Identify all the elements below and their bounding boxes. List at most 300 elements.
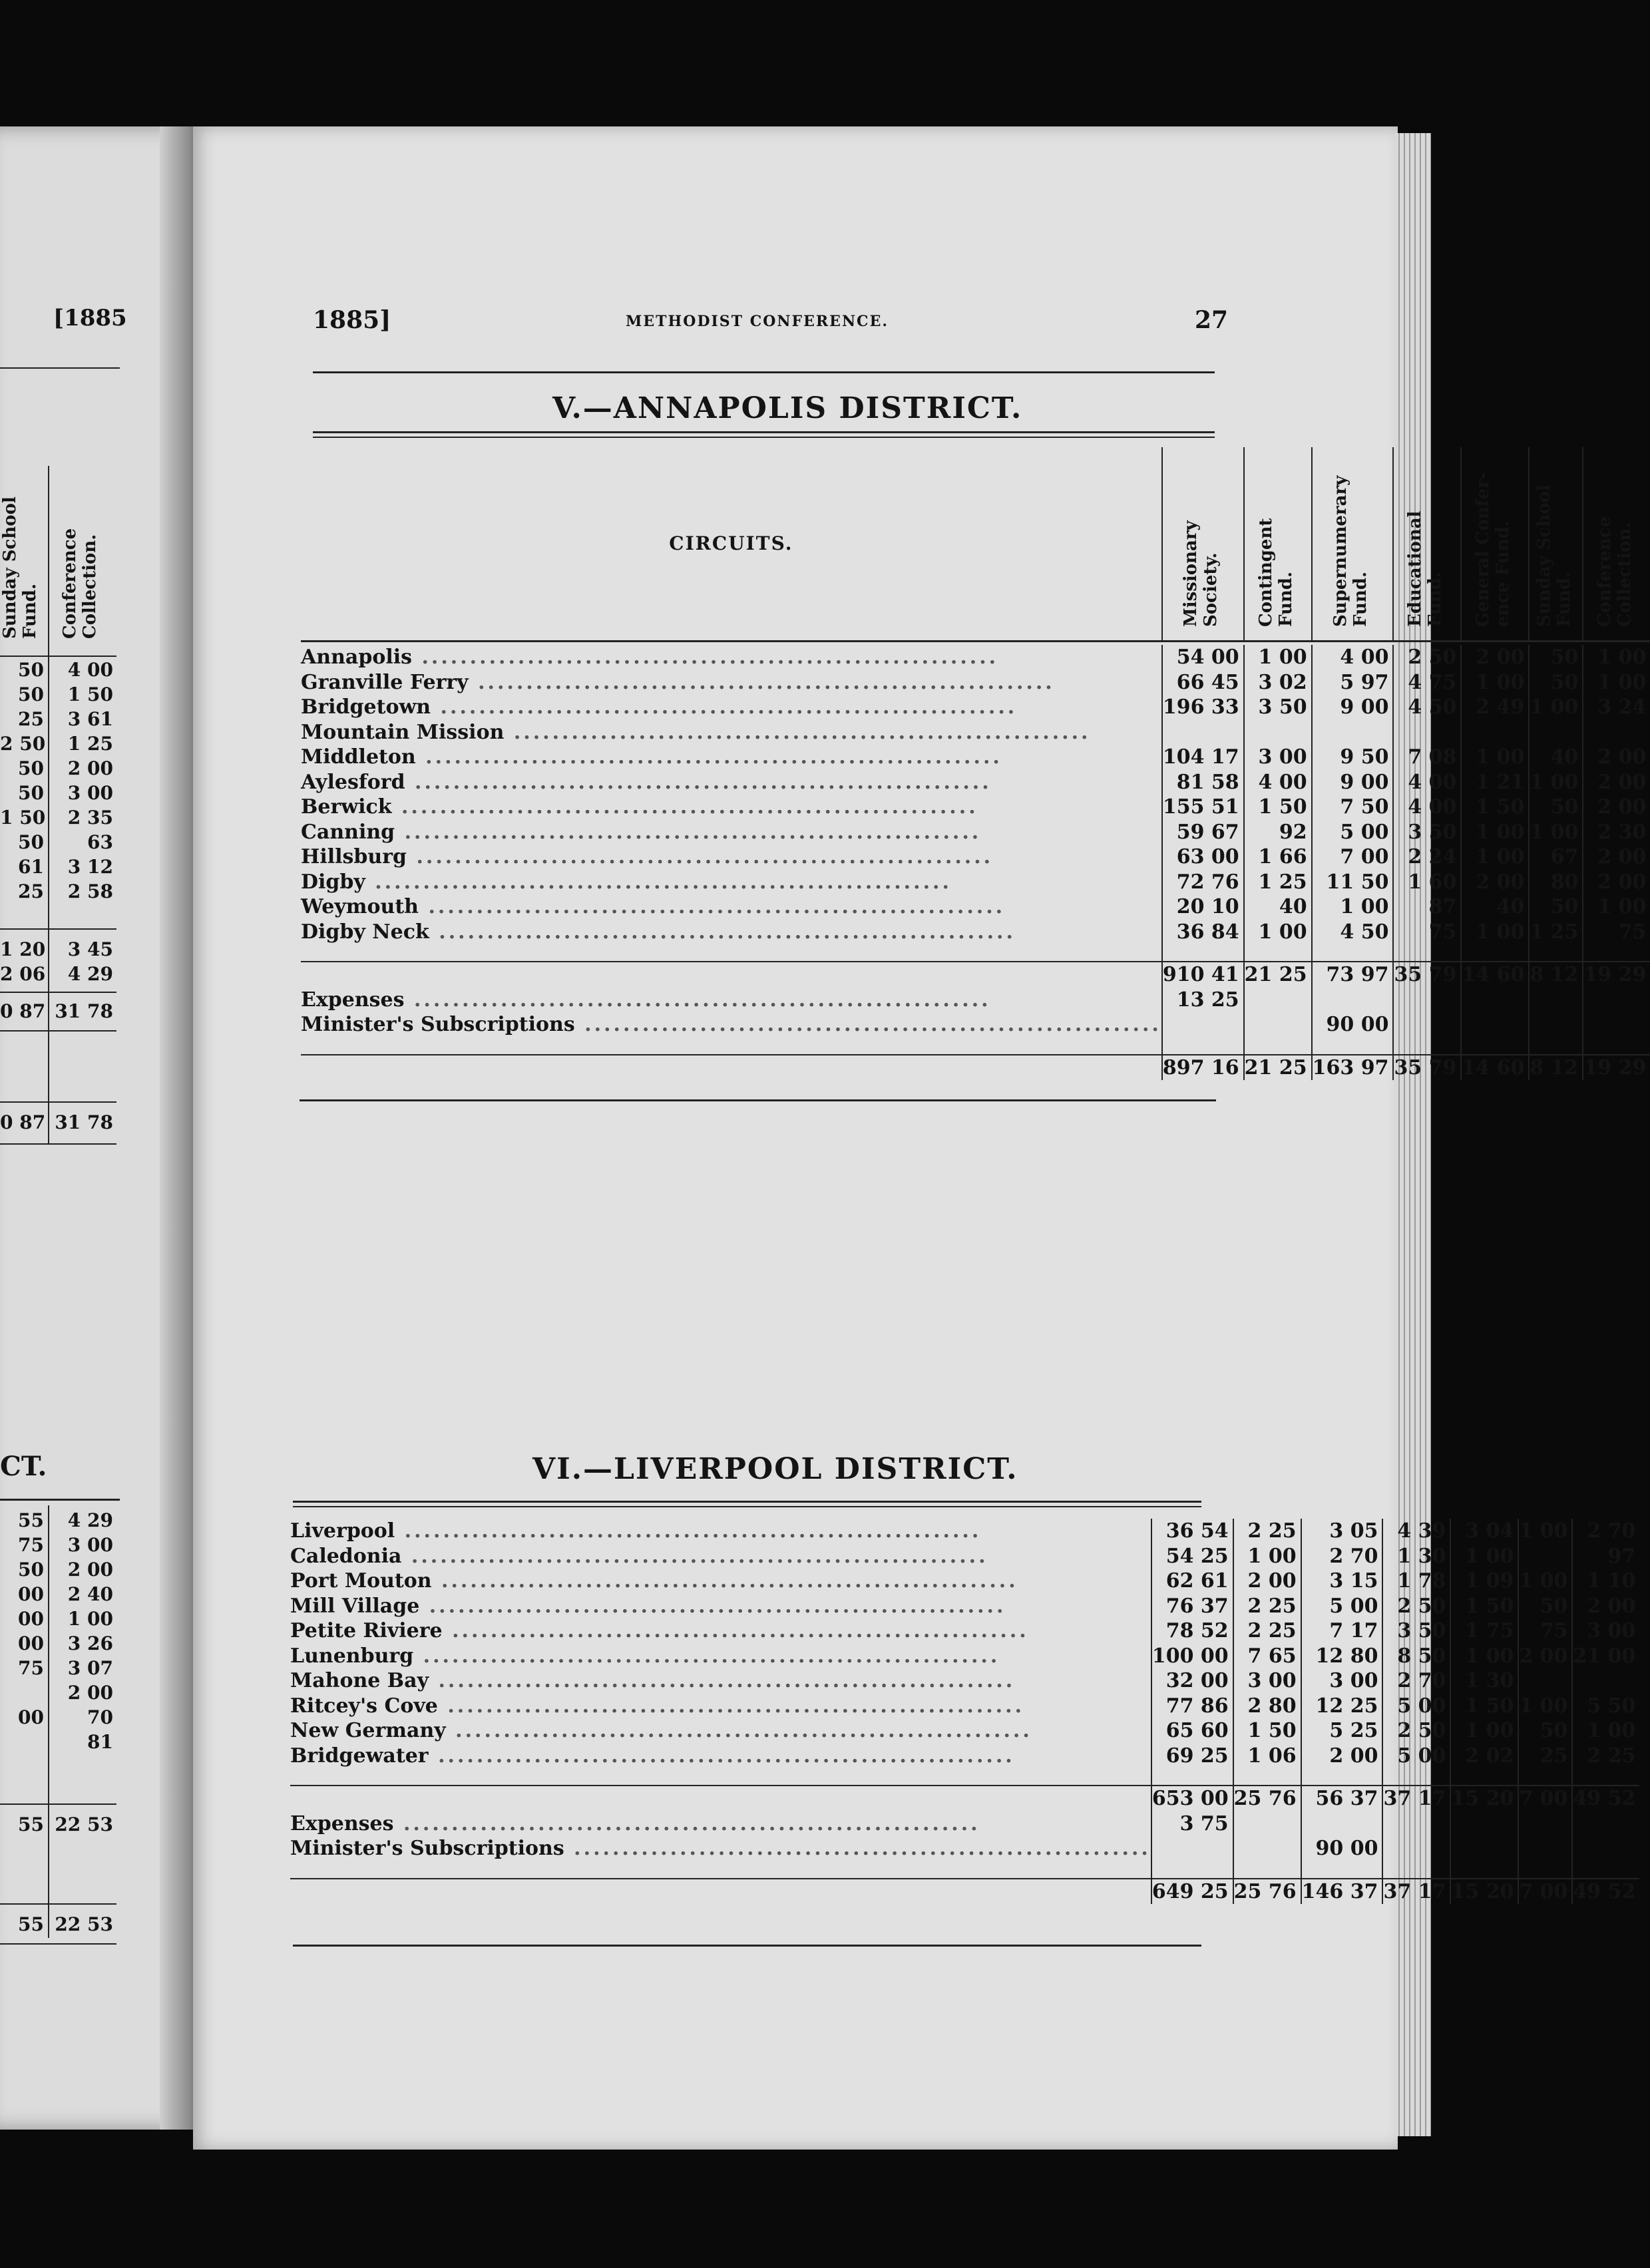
amount-cell: 73 97 xyxy=(1312,962,1394,988)
leader-dots: ............................................................ xyxy=(413,1644,1000,1668)
spacer-cell xyxy=(1393,944,1461,962)
spacer-cell xyxy=(1583,944,1650,962)
circuit-name xyxy=(301,1055,1162,1081)
leader-dots: ............................................................ xyxy=(395,1519,982,1543)
amount-cell xyxy=(1518,1811,1572,1837)
amount-cell: 7 50 xyxy=(1312,795,1394,820)
amount-cell: 1 50 xyxy=(1450,1694,1518,1719)
column-header xyxy=(1461,447,1529,642)
amount-cell: 40 xyxy=(1529,745,1583,770)
left-sunday-school-value: 00 xyxy=(18,1632,44,1654)
column-header xyxy=(1393,447,1461,642)
amount-cell: 92 xyxy=(1244,820,1312,845)
expenses-row xyxy=(301,988,1650,1013)
left-conference-value: 3 00 xyxy=(67,1534,113,1556)
column-header xyxy=(1312,447,1394,642)
circuit-name xyxy=(290,1569,1151,1594)
circuit-row xyxy=(290,1544,1639,1569)
left-sunday-school-value: 55 xyxy=(18,1509,44,1531)
circuit-name-label: Middleton xyxy=(301,745,416,769)
circuit-name xyxy=(290,1811,1151,1837)
amount-cell: 100 00 xyxy=(1151,1644,1233,1669)
amount-cell: 1 00 xyxy=(1518,1519,1572,1544)
amount-cell: 3 50 xyxy=(1382,1618,1450,1644)
column-header-label: Conference Collection. xyxy=(1595,516,1635,628)
leader-dots: ............................................................ xyxy=(393,1811,980,1835)
amount-cell: 77 86 xyxy=(1151,1694,1233,1719)
spacer-cell xyxy=(301,944,1162,962)
district-total-row xyxy=(290,1879,1639,1905)
left-conference-value: 81 xyxy=(87,1731,113,1753)
circuit-name-label: Hillsburg xyxy=(301,845,407,868)
spacer-cell xyxy=(1529,1038,1583,1055)
amount-cell: 2 00 xyxy=(1461,870,1529,895)
amount-cell: 5 25 xyxy=(1301,1718,1383,1744)
circuit-name xyxy=(290,1644,1151,1669)
amount-cell: 4 00 xyxy=(1312,645,1394,670)
leader-dots: ............................................................ xyxy=(431,695,1018,719)
annapolis-table xyxy=(301,447,1650,1080)
circuit-row xyxy=(290,1644,1639,1669)
left-sunday-school-value: 1 20 xyxy=(0,938,46,960)
amount-cell: 104 17 xyxy=(1162,745,1244,770)
amount-cell xyxy=(1382,1836,1450,1861)
leader-dots: ............................................................ xyxy=(428,1744,1015,1768)
circuit-name-label: Caledonia xyxy=(290,1544,402,1568)
amount-cell: 2 50 xyxy=(1382,1718,1450,1744)
left-conference-value: 4 29 xyxy=(67,963,113,985)
amount-cell: 2 00 xyxy=(1461,645,1529,670)
amount-cell: 1 21 xyxy=(1461,770,1529,795)
circuit-name xyxy=(290,1594,1151,1619)
amount-cell: 155 51 xyxy=(1162,795,1244,820)
amount-cell: 36 54 xyxy=(1151,1519,1233,1544)
circuit-name-label: Expenses xyxy=(301,988,405,1012)
circuit-name xyxy=(301,795,1162,820)
left-conference-value: 2 00 xyxy=(67,1682,113,1704)
circuit-name-label: Expenses xyxy=(290,1811,394,1835)
amount-cell: 3 00 xyxy=(1244,745,1312,770)
amount-cell: 12 80 xyxy=(1301,1644,1383,1669)
leader-dots: ............................................................ xyxy=(404,988,991,1012)
circuit-row xyxy=(301,894,1650,920)
amount-cell: 649 25 xyxy=(1151,1879,1233,1905)
left-sunday-school-value: 0 87 xyxy=(0,1000,46,1022)
leader-dots: ............................................................ xyxy=(574,1013,1161,1036)
circuits-heading-label: CIRCUITS. xyxy=(669,532,793,555)
leader-dots: ............................................................ xyxy=(442,1619,1029,1642)
amount-cell: 2 00 xyxy=(1583,745,1650,770)
amount-cell: 66 45 xyxy=(1162,670,1244,695)
amount-cell: 2 00 xyxy=(1233,1569,1301,1594)
amount-cell: 20 10 xyxy=(1162,894,1244,920)
spacer-cell xyxy=(1312,1038,1394,1055)
column-header-label: General Confer- ence Fund. xyxy=(1473,472,1514,628)
amount-cell: 97 xyxy=(1572,1544,1639,1569)
circuit-name-label: Berwick xyxy=(301,795,392,819)
circuit-name-label: Aylesford xyxy=(301,770,405,794)
amount-cell: 7 17 xyxy=(1301,1618,1383,1644)
left-sunday-school-value: 1 50 xyxy=(0,807,46,829)
leader-dots: ............................................................ xyxy=(564,1837,1151,1860)
circuit-row xyxy=(301,670,1650,695)
left-sunday-school-value: 61 xyxy=(18,856,44,878)
amount-cell: 3 50 xyxy=(1244,695,1312,720)
circuit-name xyxy=(301,845,1162,870)
left-conference-value: 2 00 xyxy=(67,757,113,779)
leader-dots: ............................................................ xyxy=(407,845,994,868)
amount-cell: 2 00 xyxy=(1583,770,1650,795)
left-conference-value: 31 78 xyxy=(55,1111,113,1133)
circuits-heading xyxy=(301,447,1162,642)
left-conference-value: 3 12 xyxy=(67,856,113,878)
amount-cell: 1 06 xyxy=(1233,1744,1301,1769)
amount-cell: 1 00 xyxy=(1461,845,1529,870)
amount-cell: 1 00 xyxy=(1312,894,1394,920)
left-sunday-school-value: 50 xyxy=(18,831,44,853)
amount-cell: 56 37 xyxy=(1301,1786,1383,1811)
amount-cell xyxy=(1583,1012,1650,1038)
amount-cell: 25 76 xyxy=(1233,1879,1301,1905)
amount-cell: 9 00 xyxy=(1312,695,1394,720)
amount-cell: 32 00 xyxy=(1151,1668,1233,1694)
circuit-name-label: Petite Riviere xyxy=(290,1619,443,1642)
circuit-name xyxy=(301,695,1162,720)
amount-cell: 36 84 xyxy=(1162,920,1244,945)
spacer-cell xyxy=(1583,1038,1650,1055)
circuit-name xyxy=(290,1744,1151,1769)
amount-cell: 12 25 xyxy=(1301,1694,1383,1719)
leader-dots: ............................................................ xyxy=(401,1544,988,1568)
amount-cell: 3 50 xyxy=(1393,820,1461,845)
amount-cell xyxy=(1244,988,1312,1013)
amount-cell: 7 00 xyxy=(1518,1879,1572,1905)
left-total-rule xyxy=(0,928,116,930)
circuit-name xyxy=(290,1544,1151,1569)
amount-cell: 3 24 xyxy=(1583,695,1650,720)
amount-cell: 19 29 xyxy=(1583,962,1650,988)
leader-dots: ............................................................ xyxy=(429,1669,1016,1692)
spacer-cell xyxy=(1162,1038,1244,1055)
amount-cell xyxy=(1301,1811,1383,1837)
amount-cell: 2 50 xyxy=(1393,645,1461,670)
amount-cell: 69 25 xyxy=(1151,1744,1233,1769)
amount-cell: 35 79 xyxy=(1393,1055,1461,1081)
left-conference-value: 70 xyxy=(87,1706,113,1728)
amount-cell xyxy=(1450,1811,1518,1837)
left-conference-value: 1 25 xyxy=(67,733,113,755)
spacer-cell xyxy=(1518,1768,1572,1786)
leader-dots: ............................................................ xyxy=(429,920,1016,944)
leader-dots: ............................................................ xyxy=(419,895,1006,918)
column-header xyxy=(1529,447,1583,642)
amount-cell: 21 00 xyxy=(1572,1644,1639,1669)
amount-cell: 35 79 xyxy=(1393,962,1461,988)
amount-cell: 3 02 xyxy=(1244,670,1312,695)
spacer-row xyxy=(290,1861,1639,1879)
amount-cell: 1 50 xyxy=(1233,1718,1301,1744)
amount-cell: 2 00 xyxy=(1583,845,1650,870)
spacer-cell xyxy=(1461,944,1529,962)
amount-cell: 1 00 xyxy=(1518,1569,1572,1594)
circuit-name-label: Canning xyxy=(301,820,395,844)
amount-cell: 1 00 xyxy=(1450,1544,1518,1569)
column-header-label: Educational Fund. xyxy=(1405,510,1446,628)
amount-cell: 76 37 xyxy=(1151,1594,1233,1619)
amount-cell: 1 60 xyxy=(1393,870,1461,895)
spacer-cell xyxy=(1233,1768,1301,1786)
amount-cell: 146 37 xyxy=(1301,1879,1383,1905)
amount-cell: 1 00 xyxy=(1450,1644,1518,1669)
left-column-rule xyxy=(48,466,49,1145)
leader-dots: ............................................................ xyxy=(431,1569,1018,1593)
circuit-row xyxy=(290,1718,1639,1744)
left-sunday-school-value: 50 xyxy=(18,782,44,804)
amount-cell: 4 50 xyxy=(1393,695,1461,720)
circuit-name xyxy=(290,1694,1151,1719)
amount-cell: 62 61 xyxy=(1151,1569,1233,1594)
left-conference-value: 2 35 xyxy=(67,807,113,829)
spacer-cell xyxy=(301,1038,1162,1055)
circuit-row xyxy=(290,1744,1639,1769)
left-conference-value: 4 00 xyxy=(67,659,113,681)
amount-cell: 2 80 xyxy=(1233,1694,1301,1719)
circuit-name-label: Bridgewater xyxy=(290,1744,429,1768)
amount-cell xyxy=(1233,1811,1301,1837)
leader-dots: ............................................................ xyxy=(412,646,999,669)
left-sunday-school-value: 50 xyxy=(18,1559,44,1581)
circuit-name-label: Ritcey's Cove xyxy=(290,1694,438,1718)
amount-cell xyxy=(1162,720,1244,745)
amount-cell: 72 76 xyxy=(1162,870,1244,895)
left-total-rule xyxy=(0,1143,116,1145)
circuit-name xyxy=(290,1786,1151,1811)
spacer-row xyxy=(301,1038,1650,1055)
circuit-name-label: Bridgetown xyxy=(301,695,431,719)
spacer-cell xyxy=(1301,1861,1383,1879)
amount-cell: 54 00 xyxy=(1162,645,1244,670)
subtotal-row xyxy=(301,962,1650,988)
circuit-name-label: Digby Neck xyxy=(301,920,429,944)
column-header xyxy=(1583,447,1650,642)
amount-cell xyxy=(1393,1012,1461,1038)
amount-cell xyxy=(1461,1012,1529,1038)
amount-cell: 196 33 xyxy=(1162,695,1244,720)
amount-cell: 4 00 xyxy=(1393,770,1461,795)
amount-cell: 8 50 xyxy=(1382,1644,1450,1669)
left-total-rule xyxy=(0,1030,116,1032)
amount-cell: 25 76 xyxy=(1233,1786,1301,1811)
spacer-cell xyxy=(1151,1768,1233,1786)
amount-cell: 50 xyxy=(1529,894,1583,920)
liverpool-table xyxy=(290,1519,1639,1904)
circuit-name xyxy=(301,670,1162,695)
amount-cell: 1 09 xyxy=(1450,1569,1518,1594)
circuit-name-label: Mountain Mission xyxy=(301,720,505,744)
amount-cell xyxy=(1518,1544,1572,1569)
amount-cell: 1 00 xyxy=(1461,920,1529,945)
amount-cell xyxy=(1572,1811,1639,1837)
left-total-rule xyxy=(0,992,116,993)
circuit-name xyxy=(301,920,1162,945)
amount-cell: 78 52 xyxy=(1151,1618,1233,1644)
ministers-subscriptions-row xyxy=(301,1012,1650,1038)
spacer-cell xyxy=(1244,944,1312,962)
leader-dots: ............................................................ xyxy=(437,1694,1025,1718)
amount-cell: 40 xyxy=(1461,894,1529,920)
amount-cell xyxy=(1244,1012,1312,1038)
amount-cell: 2 24 xyxy=(1393,845,1461,870)
amount-cell: 1 30 xyxy=(1382,1544,1450,1569)
amount-cell: 2 25 xyxy=(1572,1744,1639,1769)
amount-cell: 2 70 xyxy=(1301,1544,1383,1569)
circuit-row xyxy=(290,1594,1639,1619)
left-conference-value: 3 07 xyxy=(67,1657,113,1679)
liverpool-title-rule-1 xyxy=(293,1501,1201,1503)
circuit-name xyxy=(301,645,1162,670)
amount-cell: 1 00 xyxy=(1583,894,1650,920)
amount-cell: 13 25 xyxy=(1162,988,1244,1013)
circuit-name xyxy=(290,1836,1151,1861)
amount-cell: 653 00 xyxy=(1151,1786,1233,1811)
leader-dots: ............................................................ xyxy=(391,795,978,819)
amount-cell: 49 52 xyxy=(1572,1879,1639,1905)
amount-cell: 1 25 xyxy=(1529,920,1583,945)
amount-cell: 1 00 xyxy=(1518,1694,1572,1719)
left-conference-header: Conference Collection. xyxy=(60,528,100,639)
circuit-row xyxy=(290,1618,1639,1644)
spacer-cell xyxy=(1151,1861,1233,1879)
amount-cell: 9 50 xyxy=(1312,745,1394,770)
circuit-name xyxy=(301,988,1162,1013)
spacer-cell xyxy=(1450,1768,1518,1786)
amount-cell: 7 00 xyxy=(1312,845,1394,870)
amount-cell xyxy=(1583,988,1650,1013)
left-conference-value: 3 26 xyxy=(67,1632,113,1654)
circuit-name-label: Digby xyxy=(301,870,365,894)
circuit-row xyxy=(301,845,1650,870)
amount-cell: 3 15 xyxy=(1301,1569,1383,1594)
amount-cell: 37 17 xyxy=(1382,1879,1450,1905)
amount-cell: 80 xyxy=(1529,870,1583,895)
amount-cell: 63 00 xyxy=(1162,845,1244,870)
circuit-name xyxy=(290,1879,1151,1905)
amount-cell: 90 00 xyxy=(1301,1836,1383,1861)
amount-cell: 9 00 xyxy=(1312,770,1394,795)
amount-cell: 2 50 xyxy=(1382,1594,1450,1619)
annapolis-title-rule-2 xyxy=(313,437,1215,438)
circuit-name-label: Mill Village xyxy=(290,1594,420,1618)
left-sunday-school-value: 00 xyxy=(18,1583,44,1605)
amount-cell: 1 66 xyxy=(1244,845,1312,870)
circuit-row xyxy=(301,920,1650,945)
left-conference-value: 3 45 xyxy=(67,938,113,960)
left-district-fragment: CT. xyxy=(0,1451,47,1482)
left-bottom-column-rule xyxy=(48,1505,49,1938)
amount-cell xyxy=(1244,720,1312,745)
spacer-row xyxy=(301,944,1650,962)
left-sunday-school-value: 50 xyxy=(18,757,44,779)
spacer-cell xyxy=(290,1861,1151,1879)
amount-cell: 5 00 xyxy=(1382,1694,1450,1719)
amount-cell: 1 00 xyxy=(1461,820,1529,845)
amount-cell xyxy=(1529,988,1583,1013)
amount-cell: 2 00 xyxy=(1572,1594,1639,1619)
amount-cell xyxy=(1393,720,1461,745)
amount-cell xyxy=(1572,1836,1639,1861)
amount-cell: 1 00 xyxy=(1529,820,1583,845)
spacer-cell xyxy=(1529,944,1583,962)
amount-cell: 4 75 xyxy=(1393,670,1461,695)
circuit-name xyxy=(301,870,1162,895)
circuit-row xyxy=(290,1569,1639,1594)
circuit-name xyxy=(301,820,1162,845)
amount-cell: 1 00 xyxy=(1583,670,1650,695)
leader-dots: ............................................................ xyxy=(415,745,1002,769)
spacer-cell xyxy=(1162,944,1244,962)
column-header-label: Sunday School Fund. xyxy=(1534,484,1574,628)
left-sunday-school-value: 50 xyxy=(18,659,44,681)
amount-cell: 11 50 xyxy=(1312,870,1394,895)
amount-cell: 49 52 xyxy=(1572,1786,1639,1811)
amount-cell: 5 97 xyxy=(1312,670,1394,695)
amount-cell xyxy=(1312,988,1394,1013)
amount-cell: 19 29 xyxy=(1583,1055,1650,1081)
amount-cell: 1 00 xyxy=(1450,1718,1518,1744)
amount-cell: 3 04 xyxy=(1450,1519,1518,1544)
left-conference-value: 3 61 xyxy=(67,708,113,730)
spacer-row xyxy=(290,1768,1639,1786)
amount-cell: 1 00 xyxy=(1233,1544,1301,1569)
left-sunday-school-value: 55 xyxy=(18,1813,44,1835)
amount-cell: 3 00 xyxy=(1233,1668,1301,1694)
amount-cell: 3 05 xyxy=(1301,1519,1383,1544)
left-sunday-school-value: 00 xyxy=(18,1706,44,1728)
district-total-row xyxy=(301,1055,1650,1081)
page-number: 27 xyxy=(1195,306,1229,334)
circuit-row xyxy=(301,695,1650,720)
amount-cell: 1 00 xyxy=(1244,920,1312,945)
amount-cell: 8 12 xyxy=(1529,962,1583,988)
circuit-name xyxy=(290,1668,1151,1694)
left-total-rule xyxy=(0,1101,116,1103)
spacer-cell xyxy=(1393,1038,1461,1055)
spacer-cell xyxy=(1518,1861,1572,1879)
amount-cell: 1 00 xyxy=(1572,1718,1639,1744)
spacer-cell xyxy=(1382,1768,1450,1786)
amount-cell xyxy=(1461,988,1529,1013)
amount-cell: 50 xyxy=(1529,795,1583,820)
amount-cell: 50 xyxy=(1529,645,1583,670)
circuit-name-label: Mahone Bay xyxy=(290,1669,429,1692)
left-conference-value: 22 53 xyxy=(55,1813,113,1835)
circuit-name-label: Lunenburg xyxy=(290,1644,414,1668)
amount-cell: 8 12 xyxy=(1529,1055,1583,1081)
circuit-name-label: Annapolis xyxy=(301,646,413,669)
circuit-row xyxy=(290,1519,1639,1544)
amount-cell: 15 20 xyxy=(1450,1879,1518,1905)
column-header xyxy=(1162,447,1244,642)
circuit-name xyxy=(290,1519,1151,1544)
column-header-row xyxy=(301,447,1650,642)
amount-cell: 2 00 xyxy=(1583,870,1650,895)
amount-cell xyxy=(1312,720,1394,745)
left-total-rule xyxy=(0,1903,116,1905)
circuit-row xyxy=(301,795,1650,820)
amount-cell: 25 xyxy=(1518,1744,1572,1769)
spacer-cell xyxy=(1233,1861,1301,1879)
left-header-rule xyxy=(0,367,120,369)
